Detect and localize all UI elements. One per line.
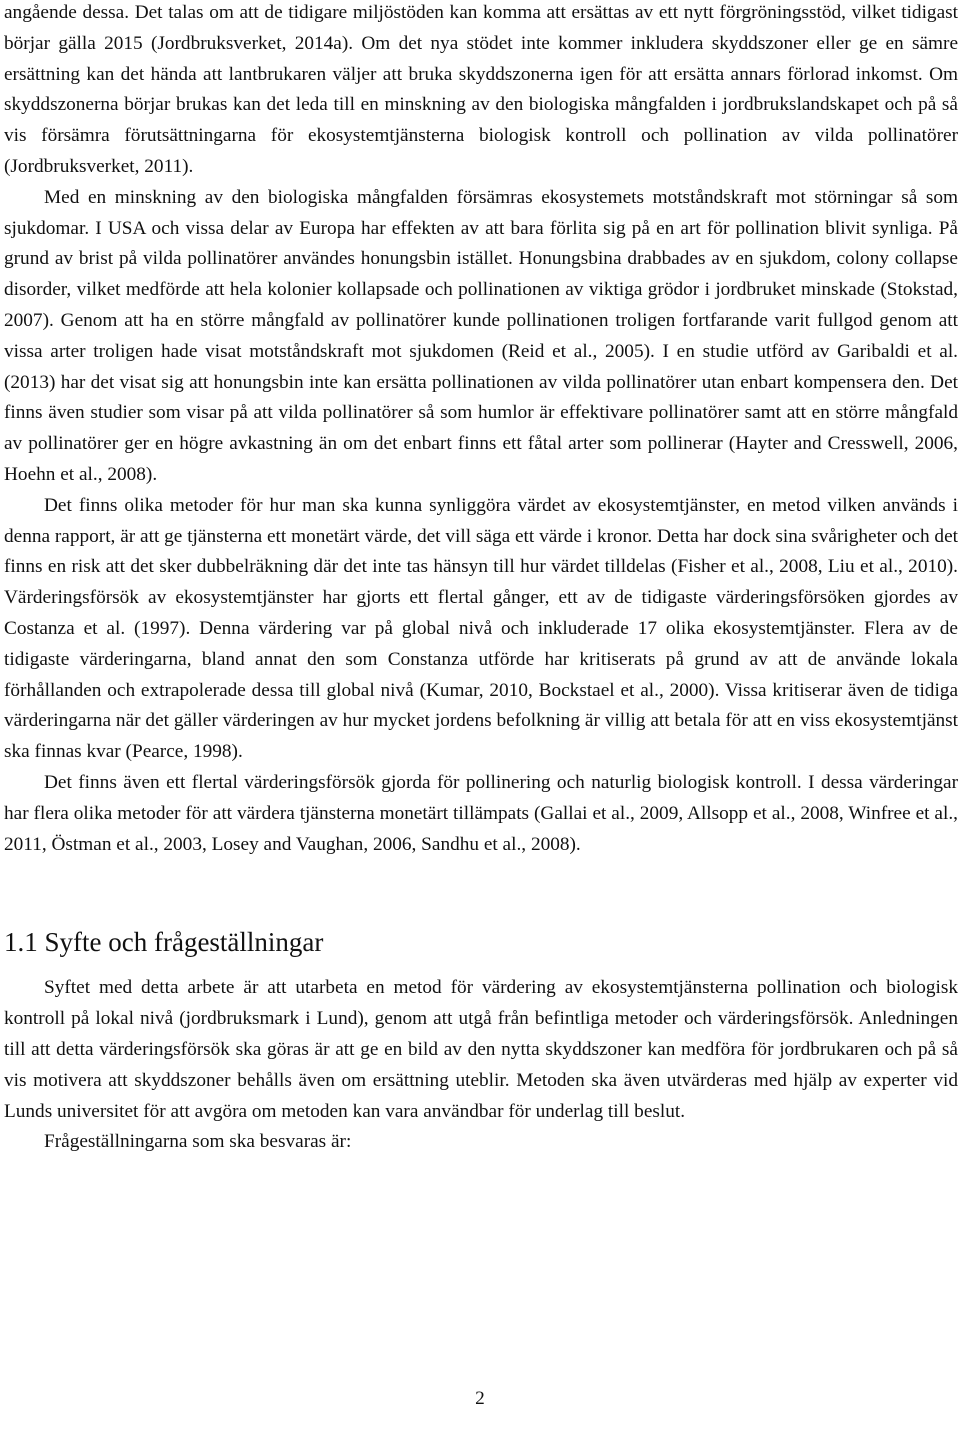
section-heading: 1.1 Syfte och frågeställningar [4,927,324,958]
document-page [4,0,958,1158]
body-paragraph: Med en minskning av den biologiska mångfalden försämras ekosystemets motståndskraft mot störningar så som sjukdomar. I USA och vissa delar av Europa har effekten av att bara förlita sig på en art för pollination blivit synliga. På grund av brist på vilda pollinatörer användes honungsbin istället. Honungsbina drabbades av en sjukdom, colony collapse disorder, vilket medförde att hela kolonier kollapsade och pollinationen av viktiga grödor i jordbruket minskade (Stokstad, 2007). Genom att ha en större mångfald av pollinatörer kunde pollinationen troligen fortfarande varit fullgod genom att vissa arter troligen hade visat motståndskraft mot sjukdomen (Reid et al., 2005). I en studie utförd av Garibaldi et al. (2013) har det visat sig att honungsbin inte kan ersätta pollinationen av vilda pollinatörer utan enbart kompensera den. Det finns även studier som visar på att vilda pollinatörer så som humlor är effektivare pollinatörer samt att en större mångfald av pollinatörer ger en högre avkastning än om det enbart finns ett fåtal arter som pollinerar (Hayter and Cresswell, 2006, Hoehn et al., 2008). [4,186,958,485]
body-paragraph: Det finns olika metoder för hur man ska kunna synliggöra värdet av ekosystemtjänster, en metod vilken används i denna rapport, är att ge tjänsterna ett monetärt värde, det vill säga ett värde i kronor. Detta har dock sina svårigheter och det finns en risk att det sker dubbelräkning där det inte tas hänsyn till hur värdet tilldelas (Fisher et al., 2008, Liu et al., 2010). Värderingsförsök av ekosystemtjänster har gjorts ett flertal gånger, ett av de tidigaste värderingsförsöken gjordes av Costanza et al. (1997). Denna värdering var på global nivå och inkluderade 17 olika ekosystemtjänster. Flera av de tidigaste värderingarna, bland annat den som Constanza utförde har kritiserats på grund av att de använde lokala förhållanden och extrapolerade dessa till global nivå (Kumar, 2010, Bockstael et al., 2000). Vissa kritiserar även de tidiga värderingarna när det gäller värderingen av hur mycket jordens befolkning är villig att betala för att en viss ekosystemtjänst ska finnas kvar (Pearce, 1998). [4,494,958,763]
body-paragraph: angående dessa. Det talas om att de tidigare miljöstöden kan komma att ersättas av ett nytt förgröningsstöd, vilket tidigast börjar gälla 2015 (Jordbruksverket, 2014a). Om det nya stödet inte kommer inkludera skyddszoner eller ge en sämre ersättning kan det hända att lantbrukaren väljer att bruka skyddszonerna igen för att ersätta annars förlorad inkomst. Om skyddszonerna börjar brukas kan det leda till en minskning av den biologiska mångfalden i jordbrukslandskapet och på så vis försämra förutsättningarna för ekosystemtjänsterna biologisk kontroll och pollination av vilda pollinatörer (Jordbruksverket, 2011). [4,2,958,177]
body-paragraph: Det finns även ett flertal värderingsförsök gjorda för pollinering och naturlig biologisk kontroll. I dessa värderingar har flera olika metoder för att värdera tjänsterna monetärt tillämpats (Gallai et al., 2009, Allsopp et al., 2008, Winfree et al., 2011, Östman et al., 2003, Losey and Vaughan, 2006, Sandhu et al., 2008). [4,771,958,855]
body-paragraph: Syftet med detta arbete är att utarbeta en metod för värdering av ekosystemtjänsterna pollination och biologisk kontroll på lokal nivå (jordbruksmark i Lund), genom att utgå från befintliga metoder och värderingsförsök. Anledningen till att detta värderingsförsök ska göras är att ge en bild av den nytta skyddszoner kan medföra för jordbrukaren och på så vis motivera att skyddszoner behålls även om ersättning uteblir. Metoden ska även utvärderas med hjälp av experter vid Lunds universitet för att avgöra om metoden kan vara användbar för underlag till beslut. [4,977,958,1122]
body-paragraph: Frågeställningarna som ska besvaras är: [44,1131,352,1153]
page-number: 2 [475,1388,485,1409]
